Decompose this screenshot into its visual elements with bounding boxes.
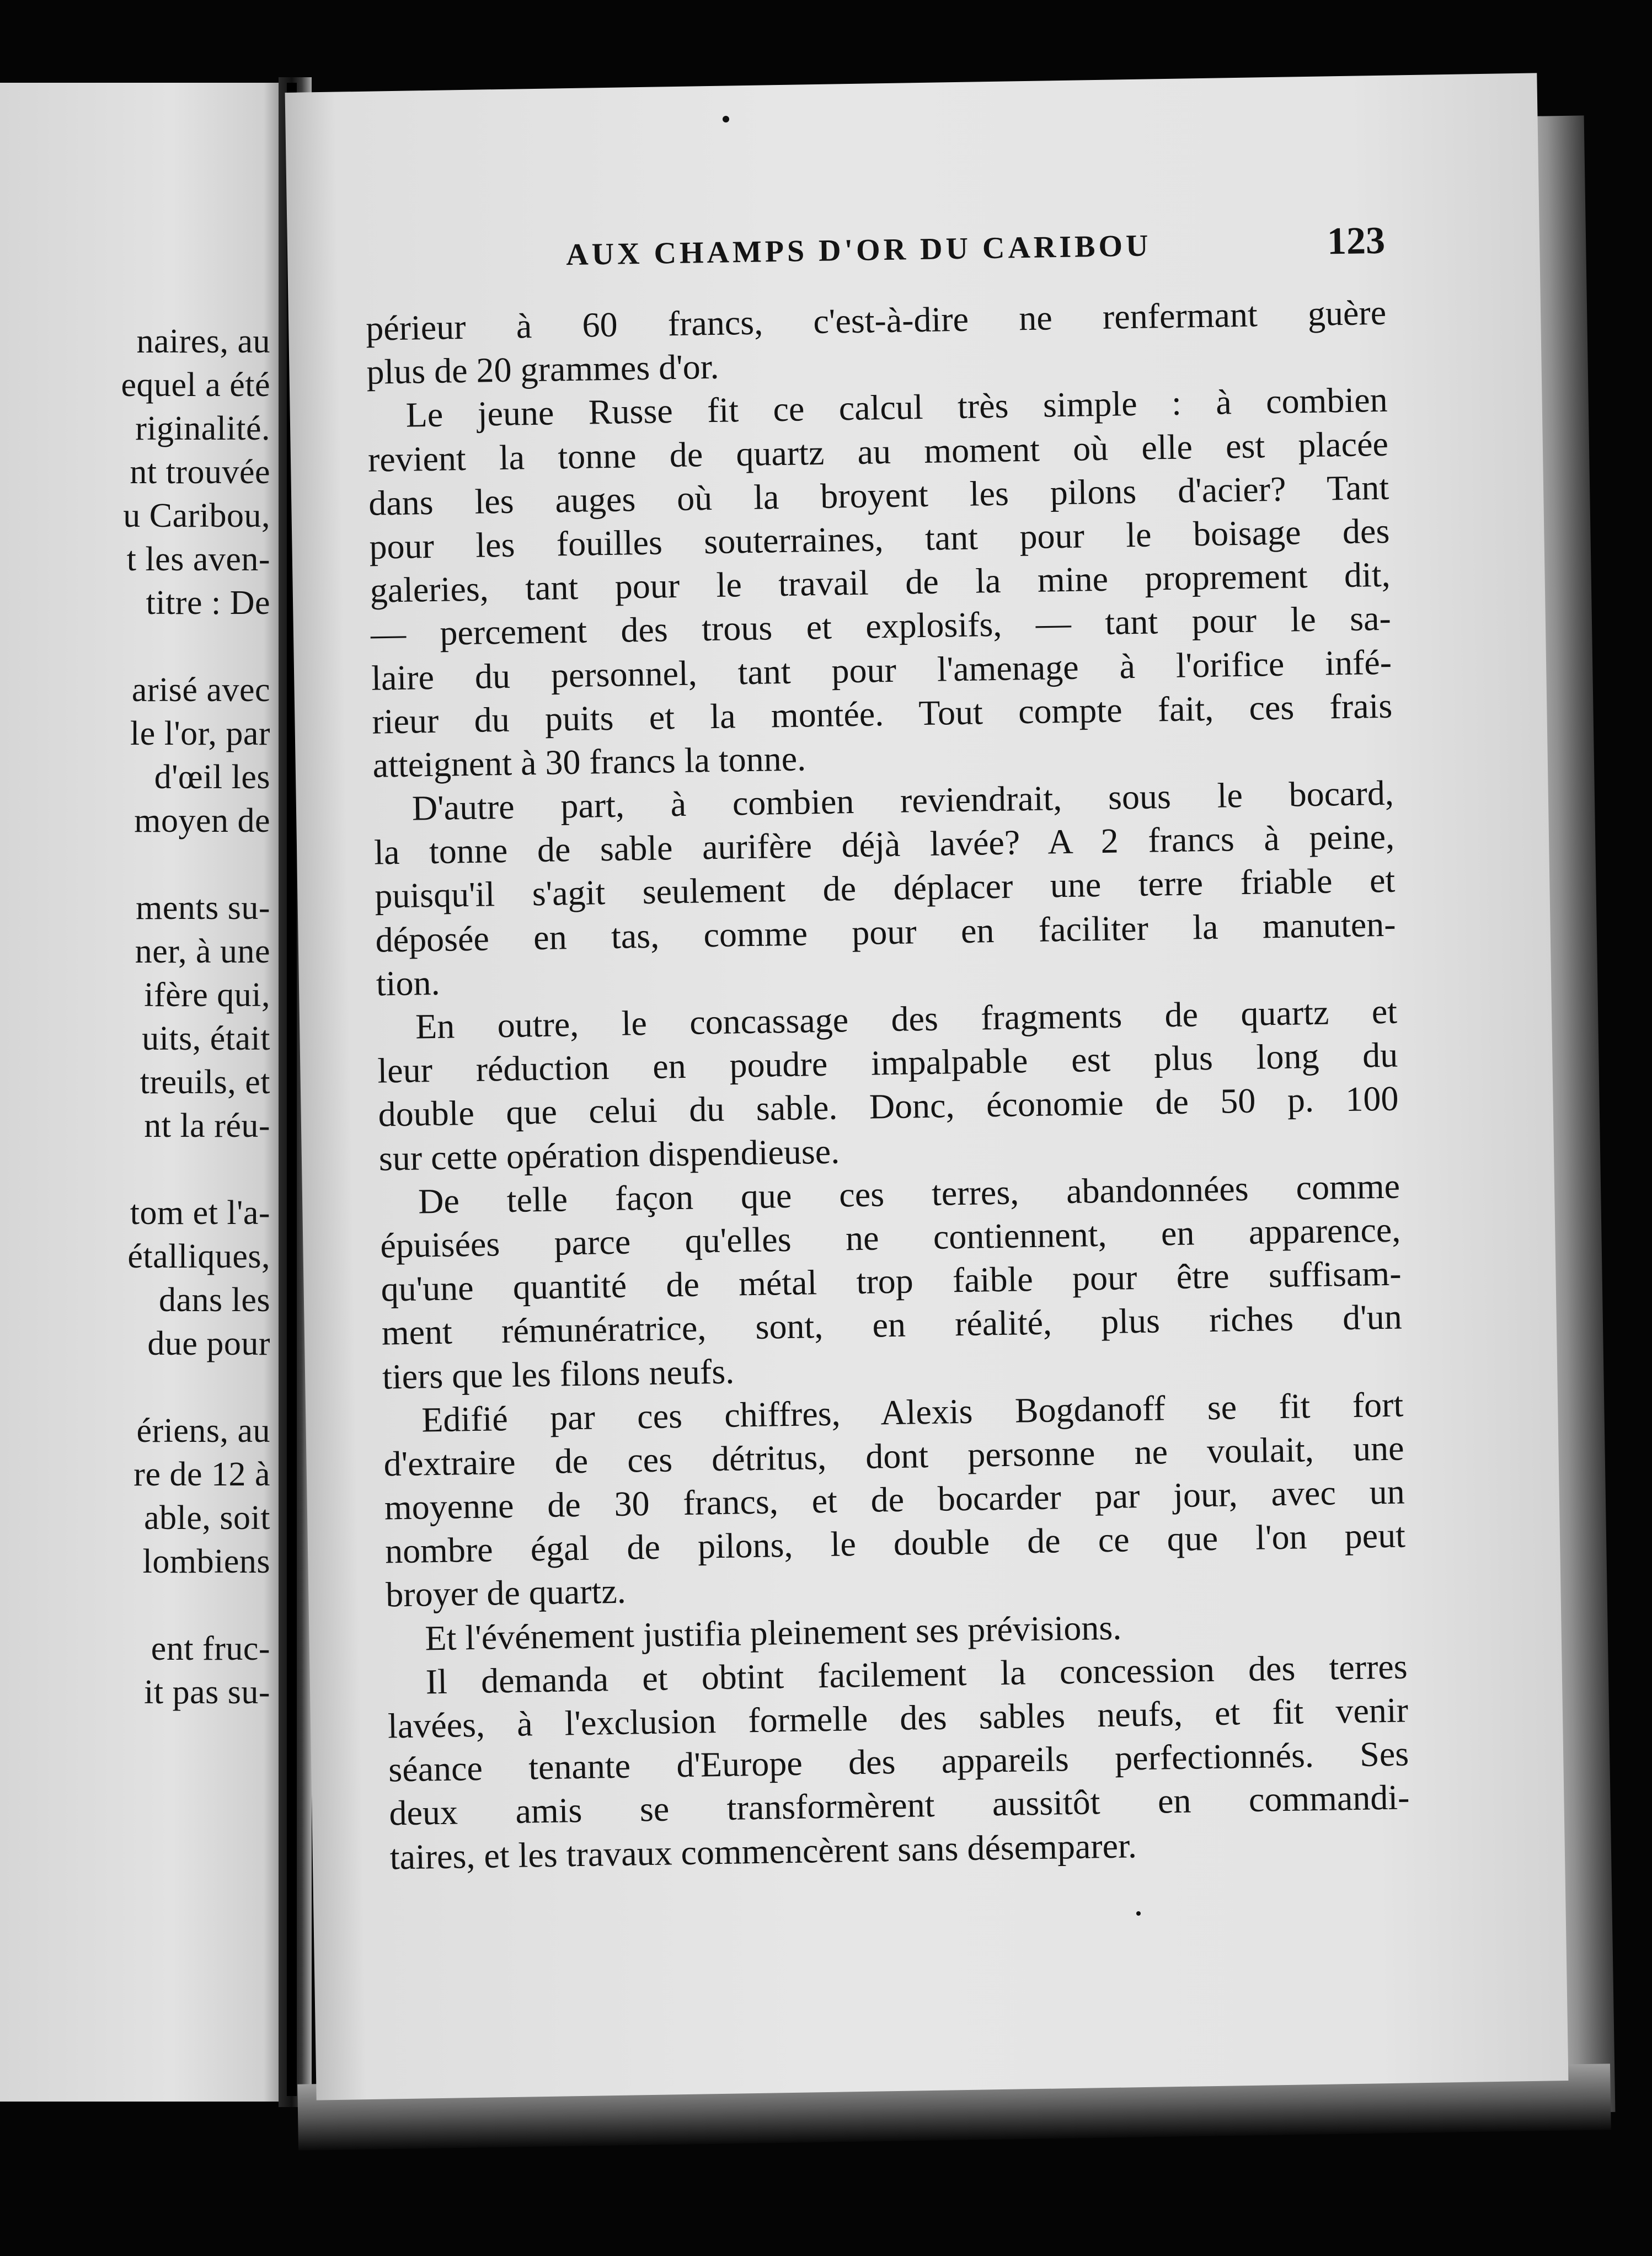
text-line: tiers que les filons neufs. [382, 1351, 735, 1397]
text-line: pour les fouilles souterraines, tant pour le boisage des [368, 511, 1390, 566]
text-line: Le jeune Russe fit ce calcul très simple : à combien [405, 380, 1388, 435]
left-page-line: le l'or, par [130, 715, 270, 752]
text-line: lavées, à l'exclusion formelle des sables neufs, et fit venir [387, 1690, 1409, 1746]
left-page [0, 83, 287, 2102]
left-page-line: uits, était [142, 1020, 270, 1057]
left-page-line: tom et l'a- [130, 1194, 270, 1232]
text-line: D'autre part, à combien reviendrait, sous le bocard, [411, 773, 1394, 828]
left-page-line: ments su- [136, 889, 270, 927]
text-line: broyer de quartz. [385, 1571, 627, 1615]
text-line: séance tenante d'Europe des appareils perfectionnés. Ses [388, 1734, 1409, 1789]
left-page-line: arisé avec [131, 671, 270, 709]
text-line: plus de 20 grammes d'or. [366, 346, 720, 392]
left-page-line: ner, à une [135, 933, 270, 970]
left-page-line: ifère qui, [144, 976, 270, 1014]
left-page-line: able, soit [144, 1499, 270, 1537]
text-line: puisqu'il s'agit seulement de déplacer une terre friable et [374, 860, 1396, 916]
text-line: atteignent à 30 francs la tonne. [372, 739, 806, 785]
text-line: déposée en tas, comme pour en faciliter la manuten- [375, 904, 1397, 960]
text-line: leur réduction en poudre impalpable est plus long du [377, 1035, 1398, 1090]
left-page-line: moyen de [134, 802, 270, 840]
left-page-line: ériens, au [136, 1412, 270, 1450]
left-page-line: re de 12 à [133, 1456, 270, 1493]
text-line: tion. [376, 963, 441, 1003]
text-line: taires, et les travaux commencèrent sans désemparer. [389, 1825, 1137, 1877]
running-head: AUX CHAMPS D'OR DU CARIBOU [565, 228, 1152, 272]
text-line: rieur du puits et la montée. Tout compte fait, ces frais [371, 686, 1393, 741]
text-line: double que celui du sable. Donc, économie de 50 p. 100 [378, 1078, 1399, 1134]
text-line: d'extraire de ces détritus, dont personne ne voulait, une [383, 1428, 1404, 1484]
text-line: Et l'événement justifia pleinement ses prévisions. [425, 1607, 1122, 1658]
left-page-line: dans les [158, 1281, 270, 1319]
left-page-line: equel a été [121, 366, 270, 404]
text-line: dans les auges où la broyent les pilons d'acier? Tant [368, 467, 1389, 523]
text-line: Edifié par ces chiffres, Alexis Bogdanoff se fit fort [421, 1384, 1404, 1440]
left-page-line: ent fruc- [151, 1630, 270, 1667]
left-page-line: t les aven- [126, 541, 270, 578]
right-page [285, 73, 1569, 2100]
text-line: qu'une quantité de métal trop faible pour être suffisam- [381, 1253, 1402, 1309]
text-line: Il demanda et obtint facilement la concession des terres [425, 1646, 1408, 1702]
text-line: deux amis se transformèrent aussitôt en commandi- [389, 1777, 1410, 1833]
text-line: — percement des trous et explosifs, — tant pour le sa- [370, 598, 1392, 654]
left-page-line: nt la réu- [144, 1107, 270, 1145]
left-page-line: d'œil les [154, 758, 270, 796]
text-line: En outre, le concassage des fragments de quartz et [415, 991, 1398, 1046]
left-page-line: nt trouvée [130, 453, 270, 491]
text-line: la tonne de sable aurifère déjà lavée? A 2 francs à peine, [373, 816, 1395, 872]
text-line: ment rémunératrice, sont, en réalité, plus riches d'un [381, 1297, 1403, 1352]
page-number: 123 [1327, 219, 1386, 263]
text-line: périeur à 60 francs, c'est-à-dire ne renfermant guère [365, 292, 1387, 348]
text-line: moyenne de 30 francs, et de bocarder par jour, avec un [384, 1472, 1405, 1527]
text-line: De telle façon que ces terres, abandonnées comme [418, 1166, 1400, 1221]
text-line: épuisées parce qu'elles ne contiennent, en apparence, [379, 1210, 1401, 1265]
left-page-line: it pas su- [144, 1674, 270, 1711]
text-line: revient la tonne de quartz au moment où elle est placée [367, 424, 1389, 479]
page-header [469, 219, 1386, 288]
left-page-line: étalliques, [127, 1238, 270, 1275]
left-page-line: naires, au [136, 323, 270, 360]
left-page-line: due pour [147, 1325, 270, 1362]
left-page-line: lombiens [142, 1543, 270, 1580]
body-text [366, 291, 1411, 1879]
text-line: laire du personnel, tant pour l'amenage à l'orifice infé- [371, 642, 1392, 698]
text-line: nombre égal de pilons, le double de ce que l'on peut [384, 1515, 1406, 1571]
left-page-line: titre : De [146, 584, 270, 622]
text-line: sur cette opération dispendieuse. [378, 1131, 840, 1178]
left-page-line: u Caribou, [123, 497, 270, 534]
text-line: galeries, tant pour le travail de la mine proprement dit, [370, 554, 1391, 610]
left-page-line: treuils, et [140, 1063, 270, 1101]
left-page-line: riginalité. [135, 410, 270, 447]
